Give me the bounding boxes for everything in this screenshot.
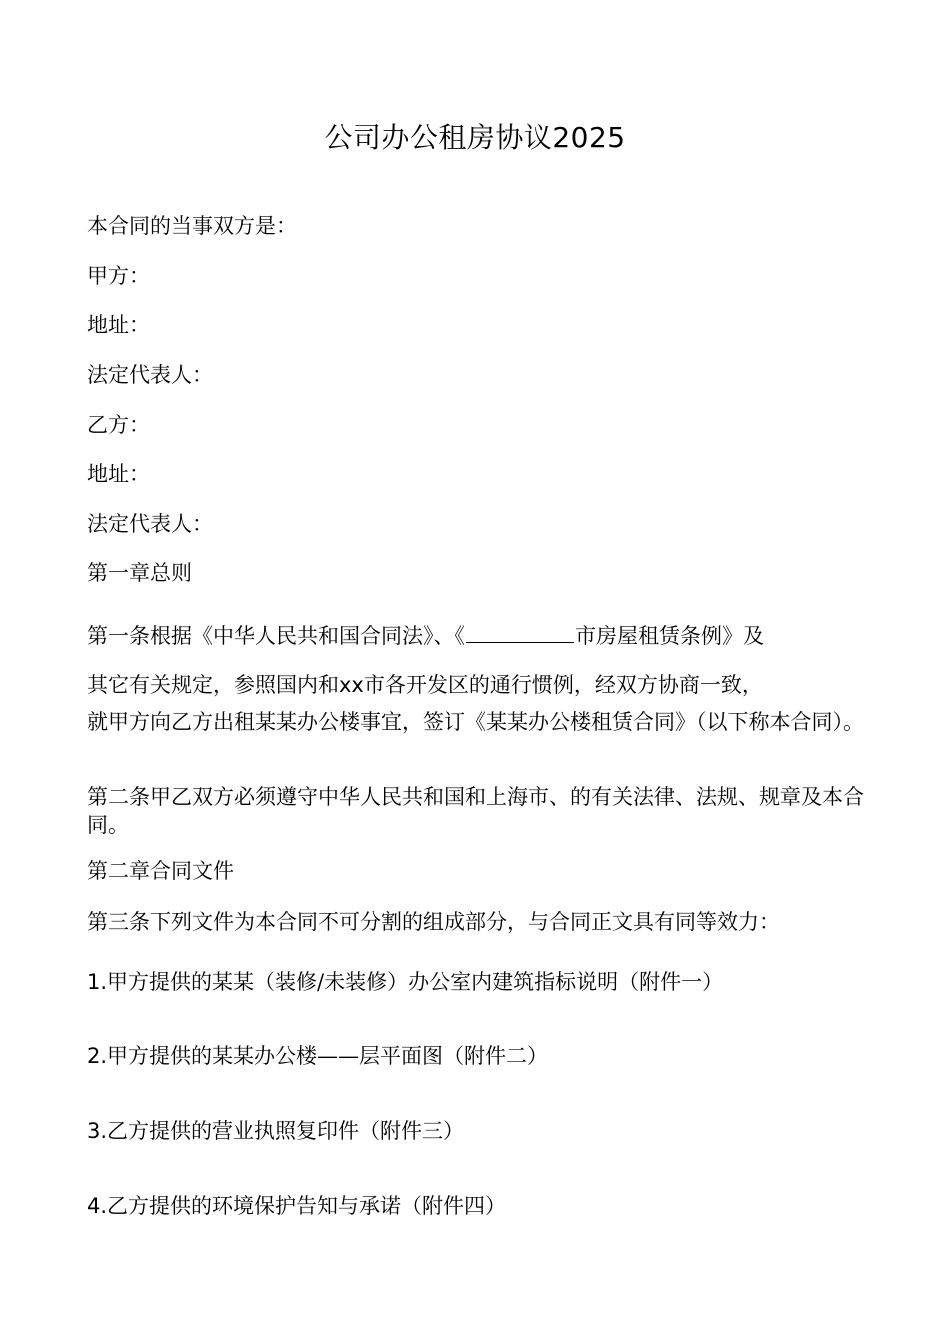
list-item-text: 甲方提供的某某（装修/未装修）办公室内建筑指标说明（附件一） xyxy=(107,970,724,994)
party-b-rep-label: 法定代表人： xyxy=(87,512,213,536)
document-title: 公司办公租房协议2025 xyxy=(324,121,626,154)
party-a-rep-label: 法定代表人： xyxy=(87,363,213,387)
list-item-text: 乙方提供的营业执照复印件（附件三） xyxy=(107,1119,465,1143)
article-1-line-2-a: 其它有关规定，参照国内和 xyxy=(87,673,339,697)
party-a-address-label: 地址： xyxy=(87,313,150,337)
article-1-line-2 xyxy=(87,671,763,699)
list-item xyxy=(87,1192,506,1220)
list-item xyxy=(87,1117,464,1145)
party-b-address-label: 地址： xyxy=(87,462,150,486)
article-2: 第二条甲乙双方必须遵守中华人民共和国和上海市、的有关法律、法规、规章及本合同。 xyxy=(87,785,864,837)
article-1-line-1 xyxy=(87,620,764,650)
intro-text: 本合同的当事双方是： xyxy=(87,214,297,238)
chapter-1-heading: 第一章总则 xyxy=(87,561,192,585)
article-1-xx: xx xyxy=(339,673,364,697)
article-1-line-3: 就甲方向乙方出租某某办公楼事宜，签订《某某办公楼租赁合同》（以下称本合同）。 xyxy=(87,710,864,734)
article-3: 第三条下列文件为本合同不可分割的组成部分，与合同正文具有同等效力： xyxy=(87,910,780,934)
list-item xyxy=(87,1042,548,1070)
party-b-label: 乙方： xyxy=(87,413,150,437)
list-item-text: 乙方提供的环境保护告知与承诺（附件四） xyxy=(107,1194,507,1218)
list-item xyxy=(87,968,723,996)
article-1-part-2: 市房屋租赁条例》及 xyxy=(575,624,764,648)
list-item-text: 甲方提供的某某办公楼——层平面图（附件二） xyxy=(107,1044,549,1068)
chapter-2-heading: 第二章合同文件 xyxy=(87,859,234,883)
fill-in-blank-city xyxy=(466,620,574,643)
article-1-part-1: 第一条根据《中华人民共和国合同法》、《 xyxy=(87,624,465,648)
list-item-number: 2. xyxy=(87,1044,108,1068)
list-item-number: 3. xyxy=(87,1119,108,1143)
list-item-number: 1. xyxy=(87,970,108,994)
list-item-number: 4. xyxy=(87,1194,108,1218)
party-a-label: 甲方： xyxy=(87,264,150,288)
article-1-line-2-b: 市各开发区的通行惯例，经双方协商一致， xyxy=(363,673,763,697)
